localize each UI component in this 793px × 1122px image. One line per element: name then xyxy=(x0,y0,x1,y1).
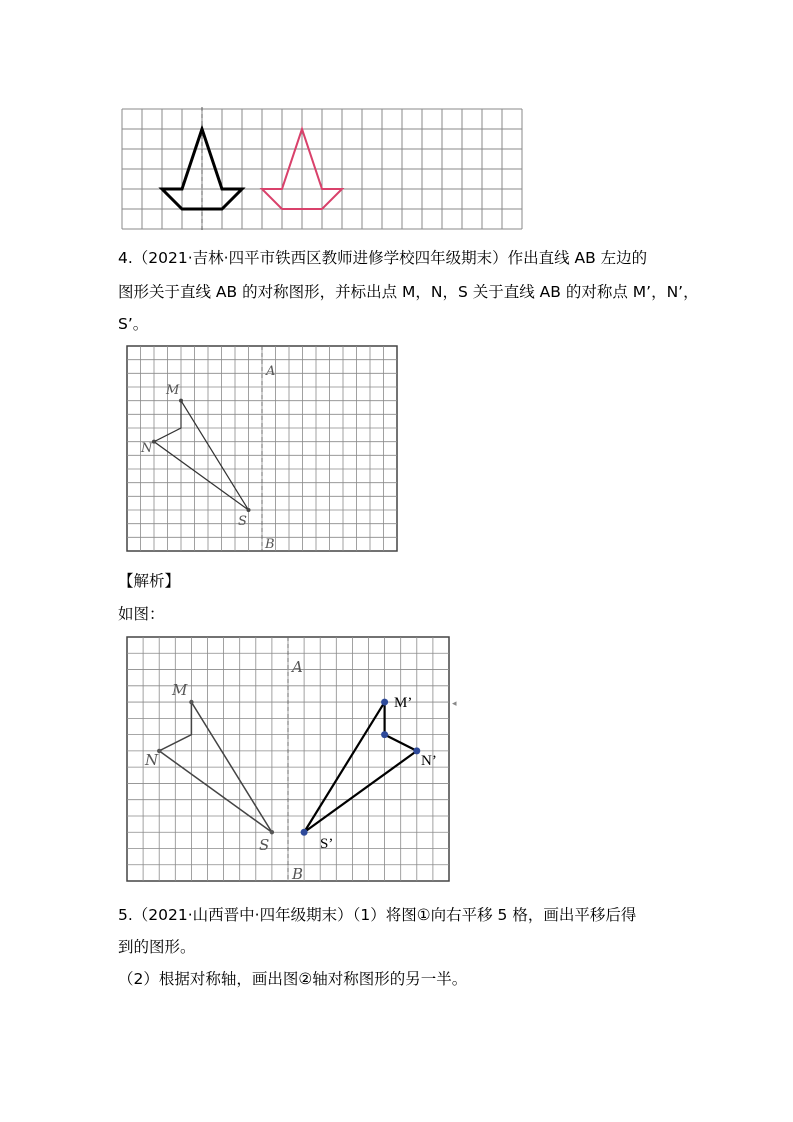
question-4-line-1: 4.（2021·吉林·四平市铁西区教师进修学校四年级期末）作出直线 AB 左边的 xyxy=(118,249,648,267)
label-m: M xyxy=(166,383,180,398)
point-m xyxy=(189,700,193,704)
point-n xyxy=(152,440,156,444)
edge-marker: ◂ xyxy=(452,699,457,709)
question-4-line-3: S’。 xyxy=(118,315,149,333)
question-5-line-3: （2）根据对称轴，画出图②轴对称图形的另一半。 xyxy=(118,970,468,988)
point-s-prime xyxy=(301,829,308,836)
label-m-prime: M’ xyxy=(394,695,413,711)
point-m xyxy=(179,399,183,403)
label-s: S xyxy=(238,514,247,529)
point-s xyxy=(270,830,274,834)
point-s xyxy=(247,508,251,512)
label-n-prime: N’ xyxy=(421,753,437,769)
label-s-prime: S’ xyxy=(320,836,334,852)
point-n-prime xyxy=(413,747,420,754)
label-s: S xyxy=(259,836,270,854)
label-b: B xyxy=(265,537,275,552)
label-b: B xyxy=(292,865,304,883)
analysis-intro: 如图： xyxy=(118,605,165,623)
point-m-prime xyxy=(381,699,388,706)
label-a: A xyxy=(292,658,303,676)
label-n: N xyxy=(141,441,153,456)
label-n: N xyxy=(145,751,159,769)
figure-arrow-reflection xyxy=(120,107,525,231)
point-vertex-prime xyxy=(381,731,388,738)
label-m: M xyxy=(172,681,188,699)
label-a: A xyxy=(266,364,276,379)
question-5-line-1: 5.（2021·山西晋中·四年级期末）（1）将图①向右平移 5 格，画出平移后得 xyxy=(118,906,637,924)
question-5-line-2: 到的图形。 xyxy=(118,938,196,956)
figure-question-triangle xyxy=(126,345,398,552)
figure-answer-triangle xyxy=(126,636,463,883)
question-4-line-2: 图形关于直线 AB 的对称图形，并标出点 M，N，S 关于直线 AB 的对称点 M’，N’， xyxy=(118,283,699,301)
grid xyxy=(122,109,522,229)
analysis-heading: 【解析】 xyxy=(118,572,181,590)
